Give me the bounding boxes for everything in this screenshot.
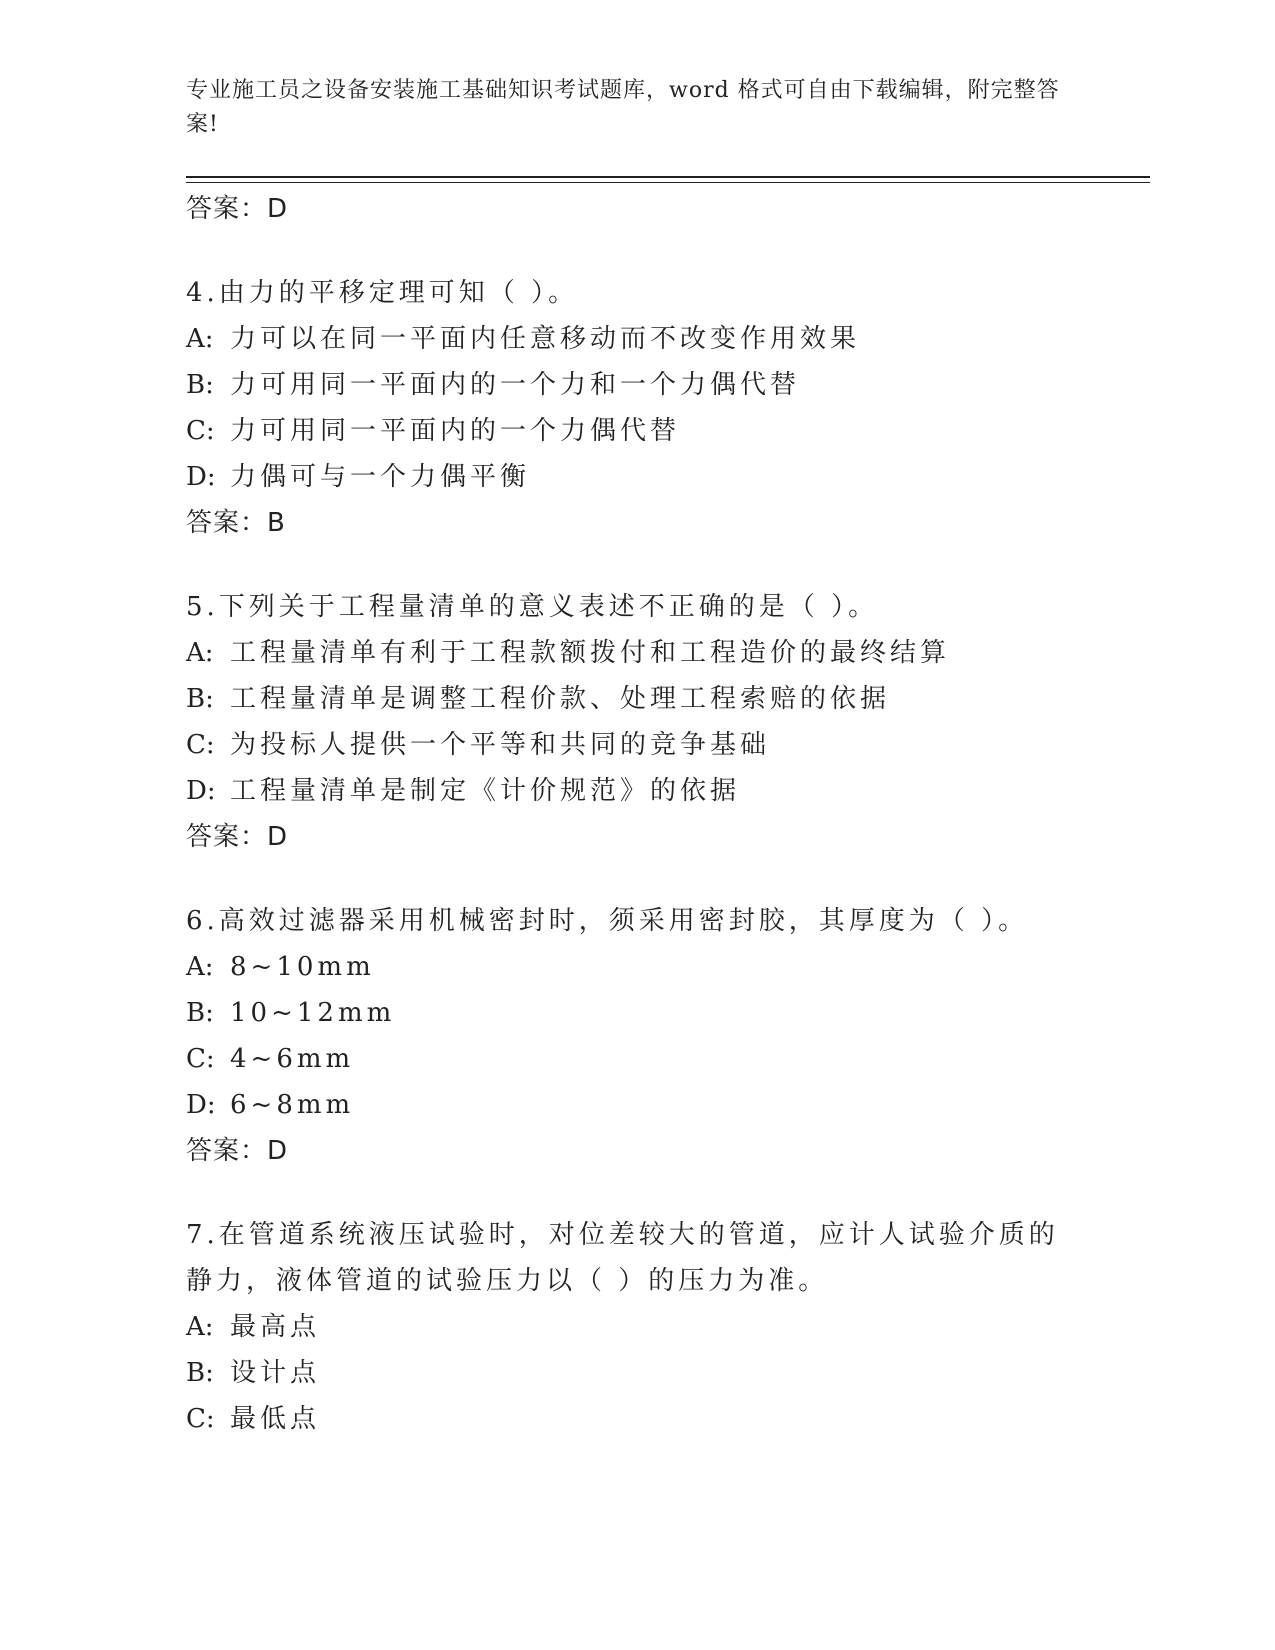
answer-label: 答案：D: [186, 1136, 289, 1166]
option-letter: C:: [186, 1044, 215, 1074]
option-text: 10~12mm: [230, 998, 396, 1028]
answer-label: 答案：D: [186, 194, 289, 224]
option-d: [186, 1082, 1086, 1128]
option-text: 设计点: [230, 1358, 321, 1388]
option-text: 工程量清单有利于工程款额拨付和工程造价的最终结算: [230, 638, 951, 668]
option-letter: D:: [186, 776, 216, 806]
option-letter: D:: [186, 1090, 216, 1120]
option-text: 力可以在同一平面内任意移动而不改变作用效果: [230, 324, 861, 354]
option-a: [186, 630, 1086, 676]
option-b: [186, 990, 1086, 1036]
question-stem: 7.在管道系统液压试验时，对位差较大的管道，应计人试验介质的静力，液体管道的试验压力以（ ）的压力为准。: [186, 1220, 1059, 1296]
page-header: 专业施工员之设备安装施工基础知识考试题库，word 格式可自由下载编辑，附完整答案!: [186, 78, 1060, 137]
option-letter: A:: [186, 638, 214, 668]
option-a: [186, 1304, 1086, 1350]
option-b: [186, 362, 1086, 408]
option-letter: B:: [186, 370, 214, 400]
question-5: [186, 584, 1086, 860]
option-letter: C:: [186, 416, 215, 446]
option-text: 4~6mm: [230, 1044, 355, 1074]
option-b: [186, 676, 1086, 722]
option-c: [186, 408, 1086, 454]
option-c: [186, 722, 1086, 768]
option-text: 6~8mm: [230, 1090, 355, 1120]
header-divider-thick: [186, 176, 1150, 178]
answer-label: 答案：B: [186, 508, 286, 538]
option-text: 最高点: [230, 1312, 321, 1342]
option-letter: D:: [186, 462, 216, 492]
option-c: [186, 1396, 1086, 1442]
question-stem: 5.下列关于工程量清单的意义表述不正确的是（ ）。: [186, 592, 879, 622]
option-letter: C:: [186, 730, 215, 760]
question-stem: 4.由力的平移定理可知（ ）。: [186, 278, 579, 308]
question-7: [186, 1212, 1086, 1442]
question-6: [186, 898, 1086, 1174]
option-d: [186, 768, 1086, 814]
option-c: [186, 1036, 1086, 1082]
option-text: 为投标人提供一个平等和共同的竞争基础: [230, 730, 771, 760]
option-letter: B:: [186, 998, 214, 1028]
option-text: 力可用同一平面内的一个力和一个力偶代替: [230, 370, 801, 400]
option-letter: B:: [186, 684, 214, 714]
option-text: 8~10mm: [230, 952, 375, 982]
option-letter: B:: [186, 1358, 214, 1388]
option-a: [186, 316, 1086, 362]
question-list: [186, 186, 1086, 1442]
option-letter: A:: [186, 952, 214, 982]
question-stem: 6.高效过滤器采用机械密封时，须采用密封胶，其厚度为（ ）。: [186, 906, 1029, 936]
option-text: 最低点: [230, 1404, 321, 1434]
option-b: [186, 1350, 1086, 1396]
option-d: [186, 454, 1086, 500]
option-text: 力可用同一平面内的一个力偶代替: [230, 416, 681, 446]
option-letter: C:: [186, 1404, 215, 1434]
option-letter: A:: [186, 1312, 214, 1342]
option-text: 力偶可与一个力偶平衡: [230, 462, 531, 492]
option-text: 工程量清单是调整工程价款、处理工程索赔的依据: [230, 684, 891, 714]
question-4: [186, 270, 1086, 546]
option-a: [186, 944, 1086, 990]
answer-label: 答案：D: [186, 822, 289, 852]
option-text: 工程量清单是制定《计价规范》的依据: [230, 776, 741, 806]
option-letter: A:: [186, 324, 214, 354]
header-divider-thin: [186, 182, 1150, 183]
